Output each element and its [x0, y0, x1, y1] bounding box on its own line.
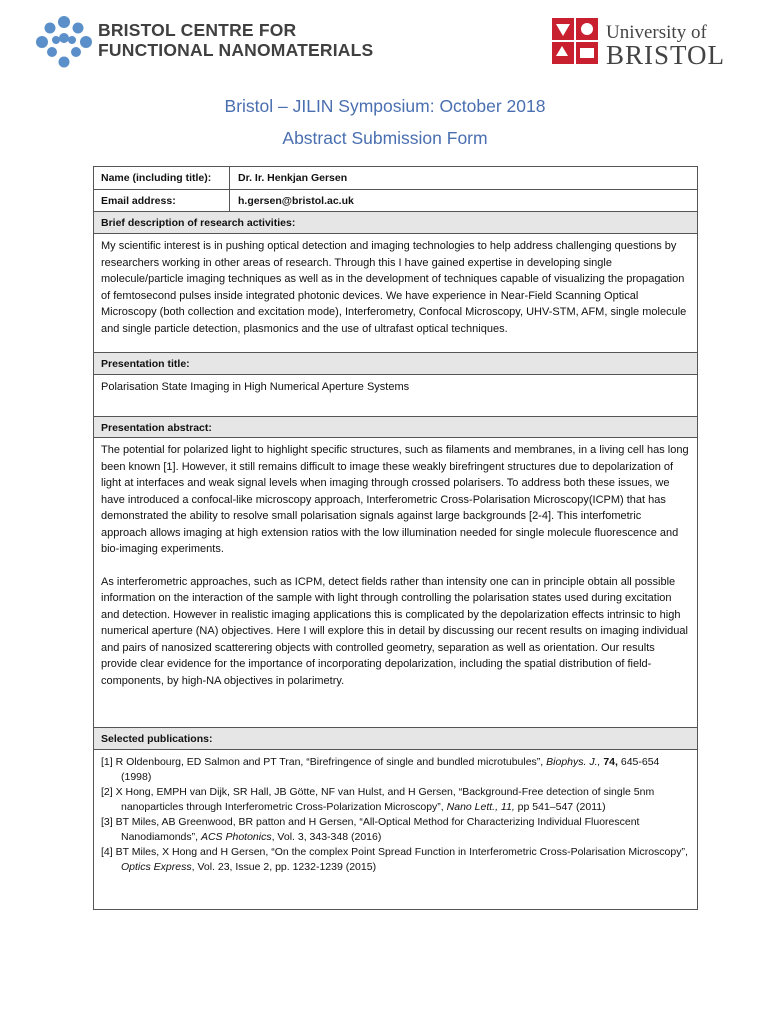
- abstract-header: Presentation abstract:: [94, 417, 697, 438]
- publications-header: Selected publications:: [94, 728, 697, 750]
- presentation-title-cell: [94, 375, 697, 417]
- research-header: Brief description of research activities:: [94, 212, 697, 234]
- publication-item: [3] BT Miles, AB Greenwood, BR patton and H Gersen, “All-Optical Method for Characterizing Individual Fluorescent Nanodiamonds”, ACS Photonics, Vol. 3, 343-348 (2016): [101, 816, 640, 843]
- bcfn-dot: [52, 36, 60, 44]
- bcfn-dot: [47, 47, 57, 57]
- bcfn-dot: [73, 23, 84, 34]
- name-row: [94, 167, 697, 190]
- abstract-cell: [94, 438, 697, 728]
- abstract-paragraph-1: The potential for polarized light to highlight specific structures, such as filaments and membranes, in a living cell has long been known [1]. However, it still remains difficult to image these weakly birefringent structures due to depolarization of light at interfaces and weak signal levels when imaging through crossed polarisers. To address both these issues, we have introduced a confocal-like microscopy approach, Interferometric Cross-Polarisation Microscopy(ICPM) that has demonstrated the ability to resolve small polarisation signals against large backgrounds [2-4]. This interfometric approach allows imaging at high extension ratios with the low illumination needed for single molecule fluorescence and bio-imaging experiments.: [101, 444, 689, 555]
- bcfn-dot: [36, 36, 48, 48]
- bcfn-dots-icon: [36, 16, 92, 68]
- bcfn-logo: [36, 16, 416, 68]
- bcfn-name-line1: BRISTOL CENTRE FOR: [98, 20, 297, 40]
- abstract-paragraph-2: As interferometric approaches, such as ICPM, detect fields rather than intensity one can in principle obtain all possible information on the interaction of the sample with light through controlling the polarisation states used during excitation and detection. However in realistic imaging applications this is complicated by the depolarization effects intrinsic to high numerical aperture (NA) objectives. Here I will explore this in detail by discussing our recent results on imaging individual and pairs of nanosized scatterering objects with controlled geometry, separation as well as orientation. Our results provide clear evidence for the importance of incorporating depolarization, including the spatial distribution of field-components, by high-NA objectives in polarimetry.: [101, 575, 688, 687]
- bristol-crest-icon: [550, 16, 602, 66]
- presentation-title-text: Polarisation State Imaging in High Numerical Aperture Systems: [101, 381, 410, 393]
- form-title: Abstract Submission Form: [282, 128, 488, 148]
- bcfn-dot: [59, 57, 70, 68]
- bcfn-dot: [45, 23, 56, 34]
- publication-item: [1] R Oldenbourg, ED Salmon and PT Tran, “Birefringence of single and bundled microtubules”, Biophys. J., 74, 645-654 (1998): [101, 756, 660, 783]
- bcfn-name-line2: FUNCTIONAL NANOMATERIALS: [98, 40, 374, 60]
- uob-name-line2: BRISTOL: [606, 40, 726, 70]
- symposium-title: Bristol – JILIN Symposium: October 2018: [224, 96, 546, 116]
- name-value: Dr. Ir. Henkjan Gersen: [238, 172, 348, 184]
- email-value: h.gersen@bristol.ac.uk: [238, 195, 354, 207]
- email-label: Email address:: [94, 190, 230, 211]
- bcfn-dot: [71, 47, 81, 57]
- bcfn-dot: [80, 36, 92, 48]
- abstract-form-table: [93, 166, 698, 910]
- publication-item: [2] X Hong, EMPH van Dijk, SR Hall, JB Götte, NF van Hulst, and H Gersen, “Background-Free detection of single 5nm nanoparticles through Interferometric Cross-Polarization Microscopy”, Nano Lett., 11, pp 541–547 (2011): [101, 786, 655, 813]
- name-label: Name (including title):: [94, 167, 230, 189]
- email-row: [94, 190, 697, 212]
- uob-name-line1: University of: [606, 22, 707, 43]
- research-text: My scientific interest is in pushing optical detection and imaging technologies to help address challenging questions by researchers working in other areas of research. Through this I have gained expertise in developing single molecule/particle imaging techniques as well as in the development of techniques capable of visualizing the propagation of femtosecond pulses inside integrated photonic devices. We have experience in Near-Field Scanning Optical Microscopy (both collection and excitation mode), Interferometry, Confocal Microscopy, UHV-STM, AFM, single molecule and single particle detection, plasmonics and the use of ultrafast optical techniques.: [101, 240, 687, 335]
- research-description: [94, 234, 697, 353]
- publication-item: [4] BT Miles, X Hong and H Gersen, “On the complex Point Spread Function in Interferometric Cross-Polarisation Microscopy”, Optics Express, Vol. 23, Issue 2, pp. 1232-1239 (2015): [101, 846, 688, 873]
- bcfn-dot: [68, 36, 76, 44]
- presentation-title-header: Presentation title:: [94, 353, 697, 375]
- bcfn-dot: [59, 33, 69, 43]
- bcfn-dot: [58, 16, 70, 28]
- publications-list: [94, 750, 697, 910]
- university-of-bristol-logo: [550, 16, 740, 68]
